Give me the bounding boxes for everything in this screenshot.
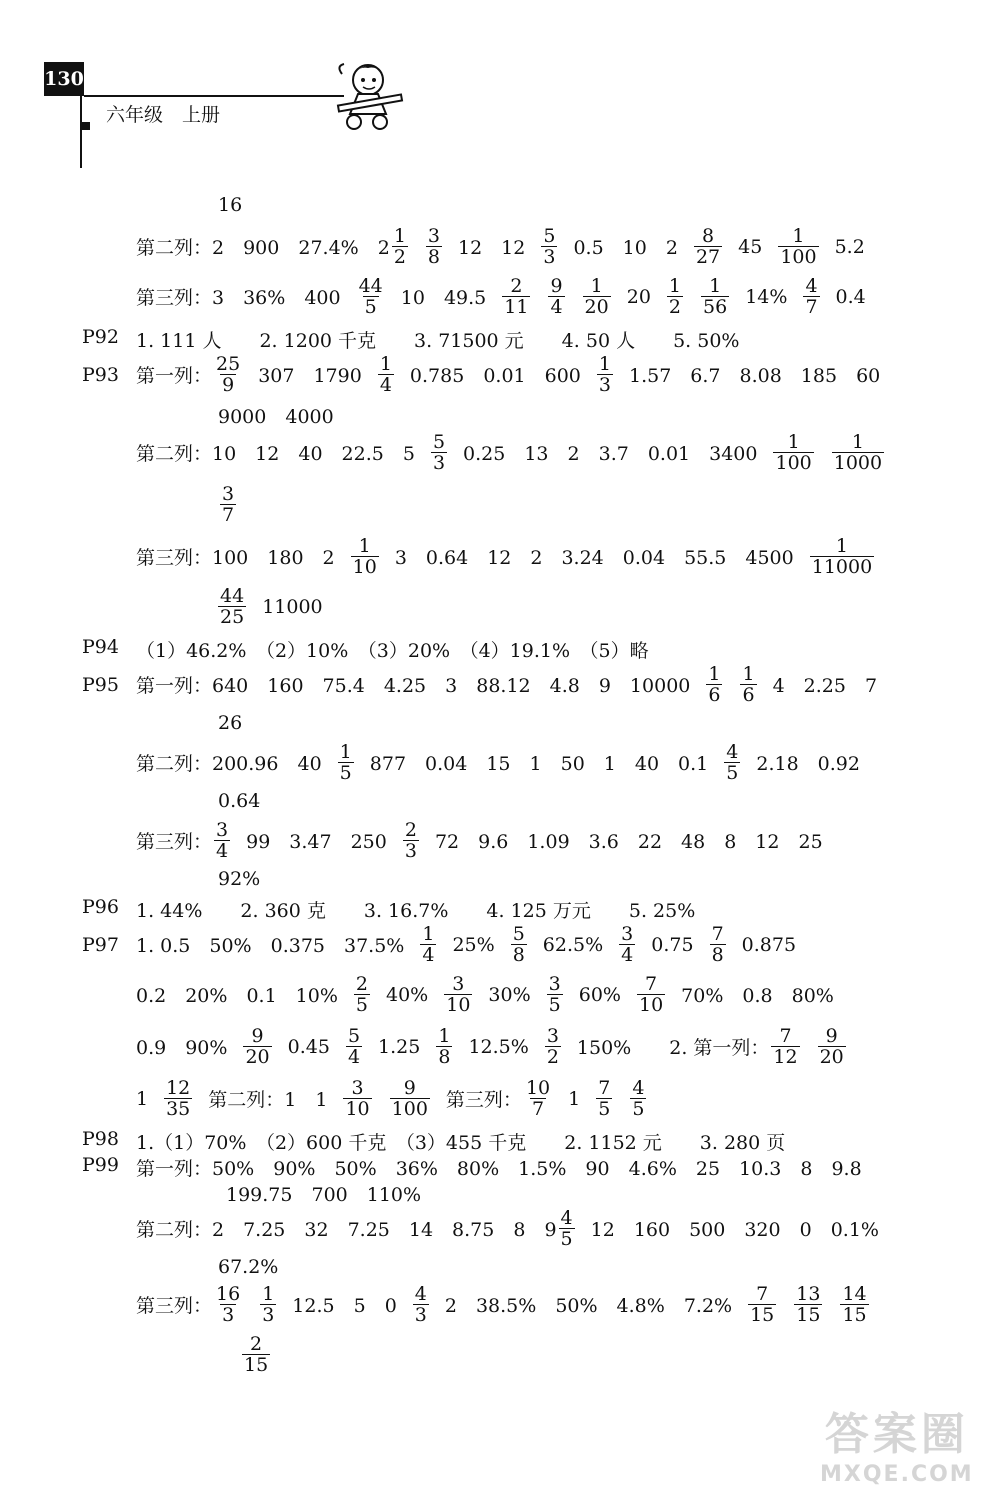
margin-rule <box>80 96 82 168</box>
answer-line <box>218 402 334 429</box>
line-text: 第二列：2 900 27.4% 2 <box>136 237 390 259</box>
answer-line <box>218 712 242 734</box>
line-text: 第一列：50% 90% 50% 36% 80% 1.5% 90 4.6% 25 10.3 8 9.8 <box>136 1158 862 1180</box>
line-text: 16 <box>218 194 243 216</box>
watermark-url: MXQE.COM <box>820 1462 974 1487</box>
fraction: $\frac{2}{5}$ <box>355 973 368 1016</box>
line-text: 1.（1）70% （2）600 千克 （3）455 千克 2. 1152 元 3. 280 页 <box>136 1132 786 1154</box>
answer-line <box>136 974 834 1015</box>
fraction: $\frac{1}{11000}$ <box>811 535 873 578</box>
answer-line <box>218 1256 278 1278</box>
page-ref: P98 <box>82 1128 119 1150</box>
fraction: $\frac{5}{3}$ <box>543 225 556 268</box>
line-text: 1. 0.5 50% 0.375 37.5% <box>136 935 405 957</box>
page-number: 130 <box>44 62 84 96</box>
fraction: $\frac{9}{20}$ <box>245 1025 270 1068</box>
fraction: $\frac{7}{5}$ <box>598 1077 611 1120</box>
fraction: $\frac{1}{8}$ <box>438 1025 451 1068</box>
line-text: 1 <box>136 1087 149 1110</box>
line-text: 第二列：200.96 40 <box>136 753 322 775</box>
answer-line <box>218 484 238 525</box>
fraction: $\frac{4}{5}$ <box>560 1207 573 1250</box>
fraction: $\frac{1}{1000}$ <box>833 431 883 474</box>
answer-line <box>136 924 796 965</box>
fraction: $\frac{3}{10}$ <box>345 1077 370 1120</box>
answer-line <box>136 1208 879 1249</box>
answer-line <box>218 790 260 812</box>
line-text: 30% <box>488 983 531 1006</box>
line-text: 第三列： <box>136 831 213 853</box>
fraction: $\frac{9}{100}$ <box>391 1077 428 1120</box>
line-text: 62.5% <box>542 933 604 956</box>
answer-line <box>136 1284 871 1325</box>
answer-line <box>218 868 260 890</box>
fraction: $\frac{10}{7}$ <box>525 1077 551 1120</box>
answer-line <box>136 226 865 267</box>
line-text: 150% 2. 第一列： <box>576 1037 770 1059</box>
fraction: $\frac{1}{100}$ <box>780 225 817 268</box>
fraction: $\frac{1}{3}$ <box>598 353 611 396</box>
line-text: 40% <box>386 983 429 1006</box>
fraction: $\frac{13}{15}$ <box>796 1283 821 1326</box>
fraction: $\frac{25}{9}$ <box>216 353 241 396</box>
header-rule <box>84 95 344 97</box>
fraction: $\frac{9}{20}$ <box>819 1025 844 1068</box>
fraction: $\frac{9}{4}$ <box>550 275 563 318</box>
line-text: 199.75 700 110% <box>226 1184 422 1206</box>
line-text: 0.25 13 2 3.7 0.01 3400 <box>463 443 758 465</box>
answer-line <box>136 432 886 473</box>
line-text: 1.57 6.7 8.08 185 60 <box>628 365 881 387</box>
line-text: 第二列：10 12 40 22.5 5 <box>136 443 415 465</box>
fraction: $\frac{2}{15}$ <box>244 1333 269 1376</box>
answer-line <box>136 1128 785 1155</box>
fraction: $\frac{7}{15}$ <box>750 1283 775 1326</box>
fraction: $\frac{12}{35}$ <box>166 1077 191 1120</box>
fraction: $\frac{1}{2}$ <box>668 275 682 318</box>
page-ref: P95 <box>82 674 119 696</box>
line-text: 第三列： <box>136 1295 213 1317</box>
fraction: $\frac{5}{8}$ <box>512 923 525 966</box>
fraction: $\frac{3}{4}$ <box>621 923 634 966</box>
fraction: $\frac{4}{5}$ <box>632 1077 645 1120</box>
line-text: 第二列：1 1 <box>208 1089 328 1111</box>
answer-line <box>136 1078 648 1119</box>
line-text: 99 3.47 250 <box>246 831 387 853</box>
fraction: $\frac{3}{7}$ <box>222 483 235 526</box>
answer-line <box>136 636 649 663</box>
fraction: $\frac{3}{4}$ <box>216 819 229 862</box>
answer-line <box>136 1154 862 1181</box>
fraction: $\frac{16}{3}$ <box>216 1283 241 1326</box>
header-bullet <box>82 122 90 130</box>
fraction: $\frac{4}{3}$ <box>414 1283 427 1326</box>
answer-line <box>136 896 695 923</box>
line-text: 4 2.25 7 <box>772 675 878 697</box>
fraction: $\frac{1}{56}$ <box>703 275 728 318</box>
line-text: 第三列： <box>445 1089 522 1111</box>
fraction: $\frac{1}{3}$ <box>262 1283 275 1326</box>
page-ref: P93 <box>82 364 119 386</box>
answer-line <box>216 586 323 627</box>
line-text: 26 <box>218 712 243 734</box>
fraction: $\frac{44}{5}$ <box>358 275 383 318</box>
line-text: （1）46.2% （2）10% （3）20% （4）19.1% （5）略 <box>136 640 649 662</box>
answer-line <box>136 354 880 395</box>
line-text: 877 0.04 15 1 50 1 40 0.1 <box>369 753 709 775</box>
watermark-logo-text: 答案圈 <box>824 1409 969 1460</box>
line-text: 12 160 500 320 0 0.1% <box>590 1219 879 1241</box>
line-text: 0.75 <box>651 933 694 956</box>
fraction: $\frac{1}{100}$ <box>775 431 812 474</box>
fraction: $\frac{1}{6}$ <box>708 663 721 706</box>
answer-line <box>136 664 877 705</box>
answer-line <box>136 1026 848 1067</box>
answer-line <box>226 1180 421 1207</box>
fraction: $\frac{4}{5}$ <box>726 741 739 784</box>
line-text: 60% <box>578 983 621 1006</box>
answer-line <box>136 276 866 317</box>
fraction: $\frac{3}{8}$ <box>427 225 440 268</box>
line-text: 0.9 90% <box>136 1037 228 1059</box>
fraction: $\frac{5}{4}$ <box>347 1025 361 1068</box>
answer-line <box>240 1334 272 1375</box>
line-text: 2.18 0.92 <box>756 753 860 775</box>
line-text: 第三列：3 36% 400 <box>136 287 341 309</box>
grade-label: 六年级 上册 <box>106 104 221 126</box>
line-text: 0.2 20% 0.1 10% <box>136 985 338 1007</box>
mascot-illustration <box>328 56 412 136</box>
line-text: 0.64 <box>218 790 261 812</box>
line-text: 70% 0.8 80% <box>681 985 834 1007</box>
fraction: $\frac{4}{7}$ <box>805 275 818 318</box>
line-text: 3 0.64 12 2 3.24 0.04 55.5 4500 <box>394 547 794 569</box>
line-text: 11000 <box>262 595 323 618</box>
fraction: $\frac{1}{20}$ <box>584 275 609 318</box>
line-text: 1. 111 人 2. 1200 千克 3. 71500 元 4. 50 人 5. 50% <box>136 330 740 352</box>
line-text: 5.2 <box>834 235 865 258</box>
line-text: 第一列：640 160 75.4 4.25 3 88.12 4.8 9 10000 <box>136 675 691 697</box>
line-text: 12.5 5 0 <box>292 1295 397 1317</box>
page-ref: P97 <box>82 934 119 956</box>
line-text: 12.5% <box>468 1035 529 1058</box>
line-text: 第三列：100 180 2 <box>136 547 335 569</box>
line-text: 20 <box>626 285 651 308</box>
page-ref: P94 <box>82 636 119 658</box>
fraction: $\frac{1}{2}$ <box>393 225 406 268</box>
line-text: 0.45 <box>287 1035 330 1058</box>
line-text: 0.875 <box>741 933 797 956</box>
line-text: 72 9.6 1.09 3.6 22 48 8 12 25 <box>434 831 823 853</box>
answer-line <box>136 326 739 353</box>
line-text: 0.785 0.01 600 <box>409 365 581 387</box>
fraction: $\frac{1}{10}$ <box>352 535 377 578</box>
fraction: $\frac{1}{5}$ <box>339 741 352 784</box>
line-text: 1. 44% 2. 360 克 3. 16.7% 4. 125 万元 5. 25% <box>136 900 696 922</box>
fraction: $\frac{1}{4}$ <box>422 923 435 966</box>
line-text: 307 1790 <box>258 365 362 387</box>
page-ref: P92 <box>82 326 119 348</box>
line-text: 9000 4000 <box>218 406 334 428</box>
line-text: 第一列： <box>136 365 213 387</box>
fraction: $\frac{2}{3}$ <box>404 819 417 862</box>
fraction: $\frac{7}{10}$ <box>638 973 664 1016</box>
line-text: 67.2% <box>218 1256 279 1278</box>
fraction: $\frac{7}{12}$ <box>773 1025 798 1068</box>
line-text: 12 12 <box>458 237 526 259</box>
fraction: $\frac{2}{11}$ <box>504 275 529 318</box>
line-text: 10 49.5 <box>400 287 487 309</box>
line-text: 14% <box>745 285 788 308</box>
fraction: $\frac{14}{15}$ <box>842 1283 867 1326</box>
line-text: 1 <box>568 1087 581 1110</box>
fraction: $\frac{3}{2}$ <box>546 1025 559 1068</box>
page-ref: P96 <box>82 896 119 918</box>
answer-line <box>218 194 242 216</box>
line-text: 0.4 <box>835 285 866 308</box>
line-text: 25% <box>452 933 495 956</box>
line-text: 1.25 <box>378 1035 421 1058</box>
answer-line <box>136 536 876 577</box>
line-text: 2 38.5% 50% 4.8% 7.2% <box>444 1295 733 1317</box>
fraction: $\frac{1}{4}$ <box>379 353 392 396</box>
fraction: $\frac{8}{27}$ <box>695 225 721 268</box>
fraction: $\frac{1}{6}$ <box>742 663 755 706</box>
line-text: 92% <box>218 868 261 890</box>
answer-line <box>136 742 860 783</box>
answer-line <box>136 820 823 861</box>
page-ref: P99 <box>82 1154 119 1176</box>
fraction: $\frac{44}{25}$ <box>220 585 245 628</box>
fraction: $\frac{3}{10}$ <box>446 973 471 1016</box>
line-text: 第二列：2 7.25 32 7.25 14 8.75 8 9 <box>136 1219 557 1241</box>
fraction: $\frac{7}{8}$ <box>711 923 724 966</box>
fraction: $\frac{5}{3}$ <box>432 431 446 474</box>
watermark <box>820 1398 974 1487</box>
fraction: $\frac{3}{5}$ <box>548 973 561 1016</box>
line-text: 0.5 10 2 <box>573 237 678 259</box>
line-text: 45 <box>738 235 763 258</box>
